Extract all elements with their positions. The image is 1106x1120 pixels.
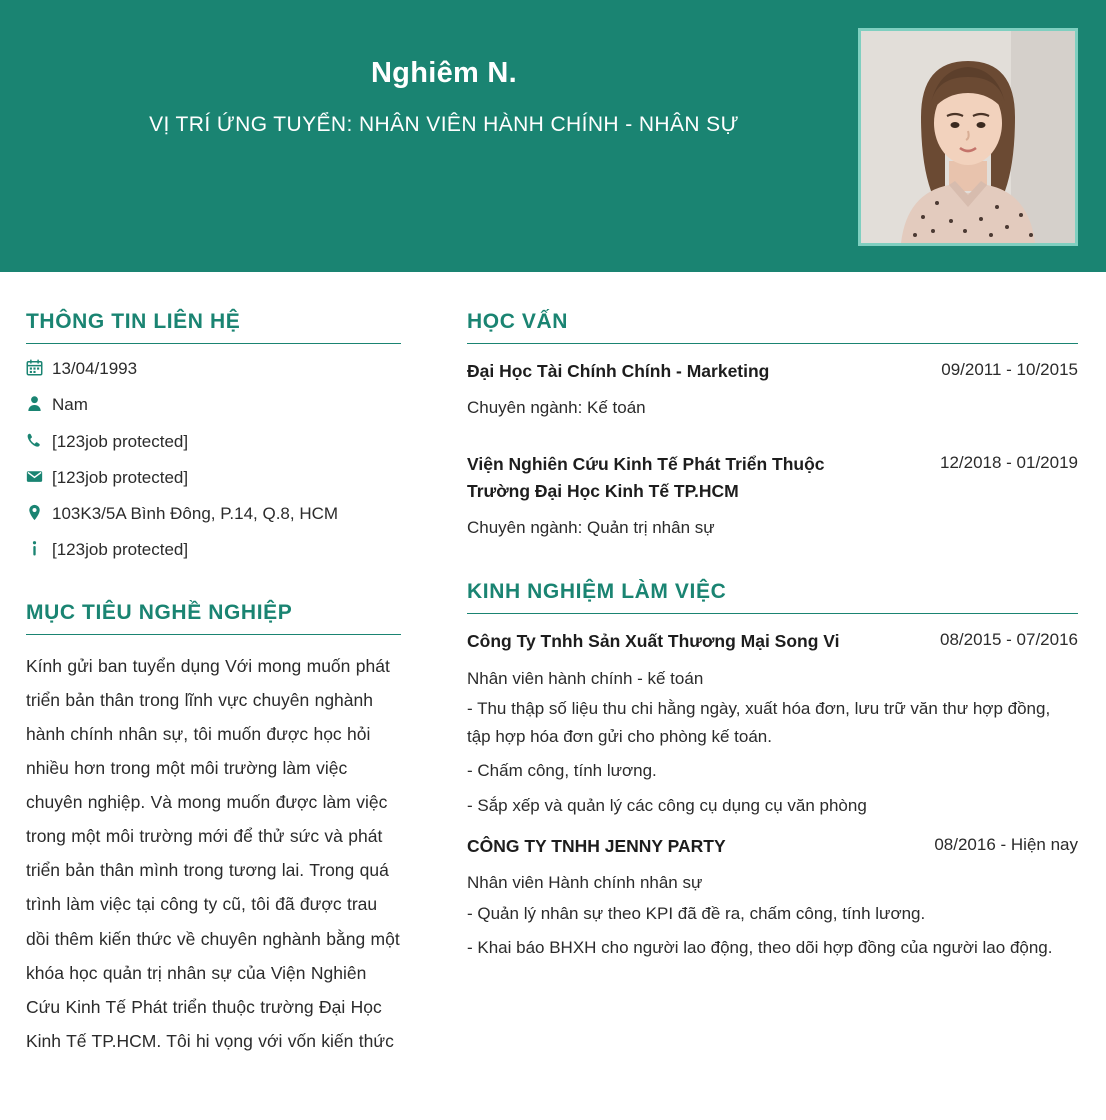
education-entry: [467, 451, 1078, 541]
education-entry-head: [467, 358, 1078, 385]
person-icon: [26, 394, 52, 412]
experience-date: 08/2016 - Hiện nay: [934, 835, 1078, 855]
header-text-block: [0, 0, 858, 137]
candidate-position: VỊ TRÍ ỨNG TUYỂN: NHÂN VIÊN HÀNH CHÍNH - NHÂN SỰ: [149, 112, 739, 136]
calendar-icon: [26, 358, 52, 376]
contact-value: [123job protected]: [52, 540, 189, 560]
education-entry-head: [467, 451, 1078, 505]
cv-body: [0, 272, 1106, 1058]
experience-entry: [467, 833, 1078, 962]
experience-role: Nhân viên Hành chính nhân sự: [467, 873, 703, 893]
experience-entry-head: [467, 833, 1078, 860]
section-title-experience: KINH NGHIỆM LÀM VIỆC: [467, 580, 1078, 614]
section-title-objective: MỤC TIÊU NGHỀ NGHIỆP: [26, 601, 401, 635]
contact-value: [123job protected]: [52, 431, 189, 451]
info-icon: [26, 539, 52, 557]
phone-icon: [26, 431, 52, 449]
experience-entry-head: [467, 628, 1078, 655]
photo-image: [861, 31, 1075, 243]
contact-item-phone: [26, 431, 401, 452]
contact-value: Nam: [52, 395, 88, 415]
section-title-contact: THÔNG TIN LIÊN HỆ: [26, 310, 401, 344]
contact-item-address: [26, 503, 401, 524]
contact-value: 103K3/5A Bình Đông, P.14, Q.8, HCM: [52, 504, 339, 523]
contact-item-gender: [26, 394, 401, 415]
education-major: Chuyên ngành: Kế toán: [467, 398, 646, 418]
experience-bullet: - Quản lý nhân sự theo KPI đã đề ra, chấm công, tính lương.: [467, 903, 926, 923]
education-school: Viện Nghiên Cứu Kinh Tế Phát Triển Thuộc Trường Đại Học Kinh Tế TP.HCM: [467, 453, 825, 501]
experience-company: Công Ty Tnhh Sản Xuất Thương Mại Song Vi: [467, 631, 840, 652]
contact-item-email: [26, 467, 401, 488]
left-column: [0, 272, 425, 1058]
experience-bullet: - Sắp xếp và quản lý các công cụ dụng cụ văn phòng: [467, 795, 867, 815]
email-icon: [26, 467, 52, 485]
experience-bullet: - Khai báo BHXH cho người lao động, theo dõi hợp đồng của người lao động.: [467, 938, 1053, 958]
spacer: [467, 429, 1078, 451]
contact-item-birthdate: [26, 358, 401, 379]
education-school: Đại Học Tài Chính Chính - Marketing: [467, 361, 770, 381]
experience-role: Nhân viên hành chính - kế toán: [467, 668, 704, 688]
right-column: [425, 272, 1106, 1058]
experience-entry: [467, 628, 1078, 819]
experience-date: 08/2015 - 07/2016: [939, 630, 1078, 650]
education-entry: [467, 358, 1078, 421]
experience-bullet: - Thu thập số liệu thu chi hằng ngày, xuất hóa đơn, lưu trữ văn thư hợp đồng, tập hợp hóa đơn gửi cho phòng kế toán.: [467, 699, 1051, 746]
contact-item-info: [26, 539, 401, 560]
candidate-name: Nghiêm N.: [370, 57, 518, 89]
experience-company: CÔNG TY TNHH JENNY PARTY: [467, 836, 726, 857]
objective-text: Kính gửi ban tuyển dụng Với mong muốn phát triển bản thân trong lĩnh vực chuyên nghành hành chính nhân sự, tôi muốn được học hỏi nhiều hơn trong một môi trường làm việc chuyên nghiệp. Và mong muốn được làm việc trong một môi trường mới để thử sức và phát triển bản thân mình trong tương lai. Trong quá trình làm việc tại công ty cũ, tôi đã được trau dồi thêm kiến thức về chuyên nghành bằng một khóa học quản trị nhân sự của Viện Nghiên Cứu Kinh Tế Phát triển thuộc trường Đại Học Kinh Tế TP.HCM. Tôi hi vọng với vốn kiến thức: [26, 655, 400, 1051]
experience-bullet: - Chấm công, tính lương.: [467, 761, 657, 781]
location-icon: [26, 503, 52, 521]
education-major: Chuyên ngành: Quản trị nhân sự: [467, 517, 715, 537]
contact-value: [123job protected]: [52, 467, 189, 487]
cv-header: [0, 0, 1106, 272]
contact-value: 13/04/1993: [52, 359, 138, 378]
education-date: 09/2011 - 10/2015: [941, 360, 1078, 379]
candidate-photo: [858, 28, 1078, 246]
education-date: 12/2018 - 01/2019: [939, 452, 1078, 472]
section-title-education: HỌC VẤN: [467, 310, 1078, 344]
